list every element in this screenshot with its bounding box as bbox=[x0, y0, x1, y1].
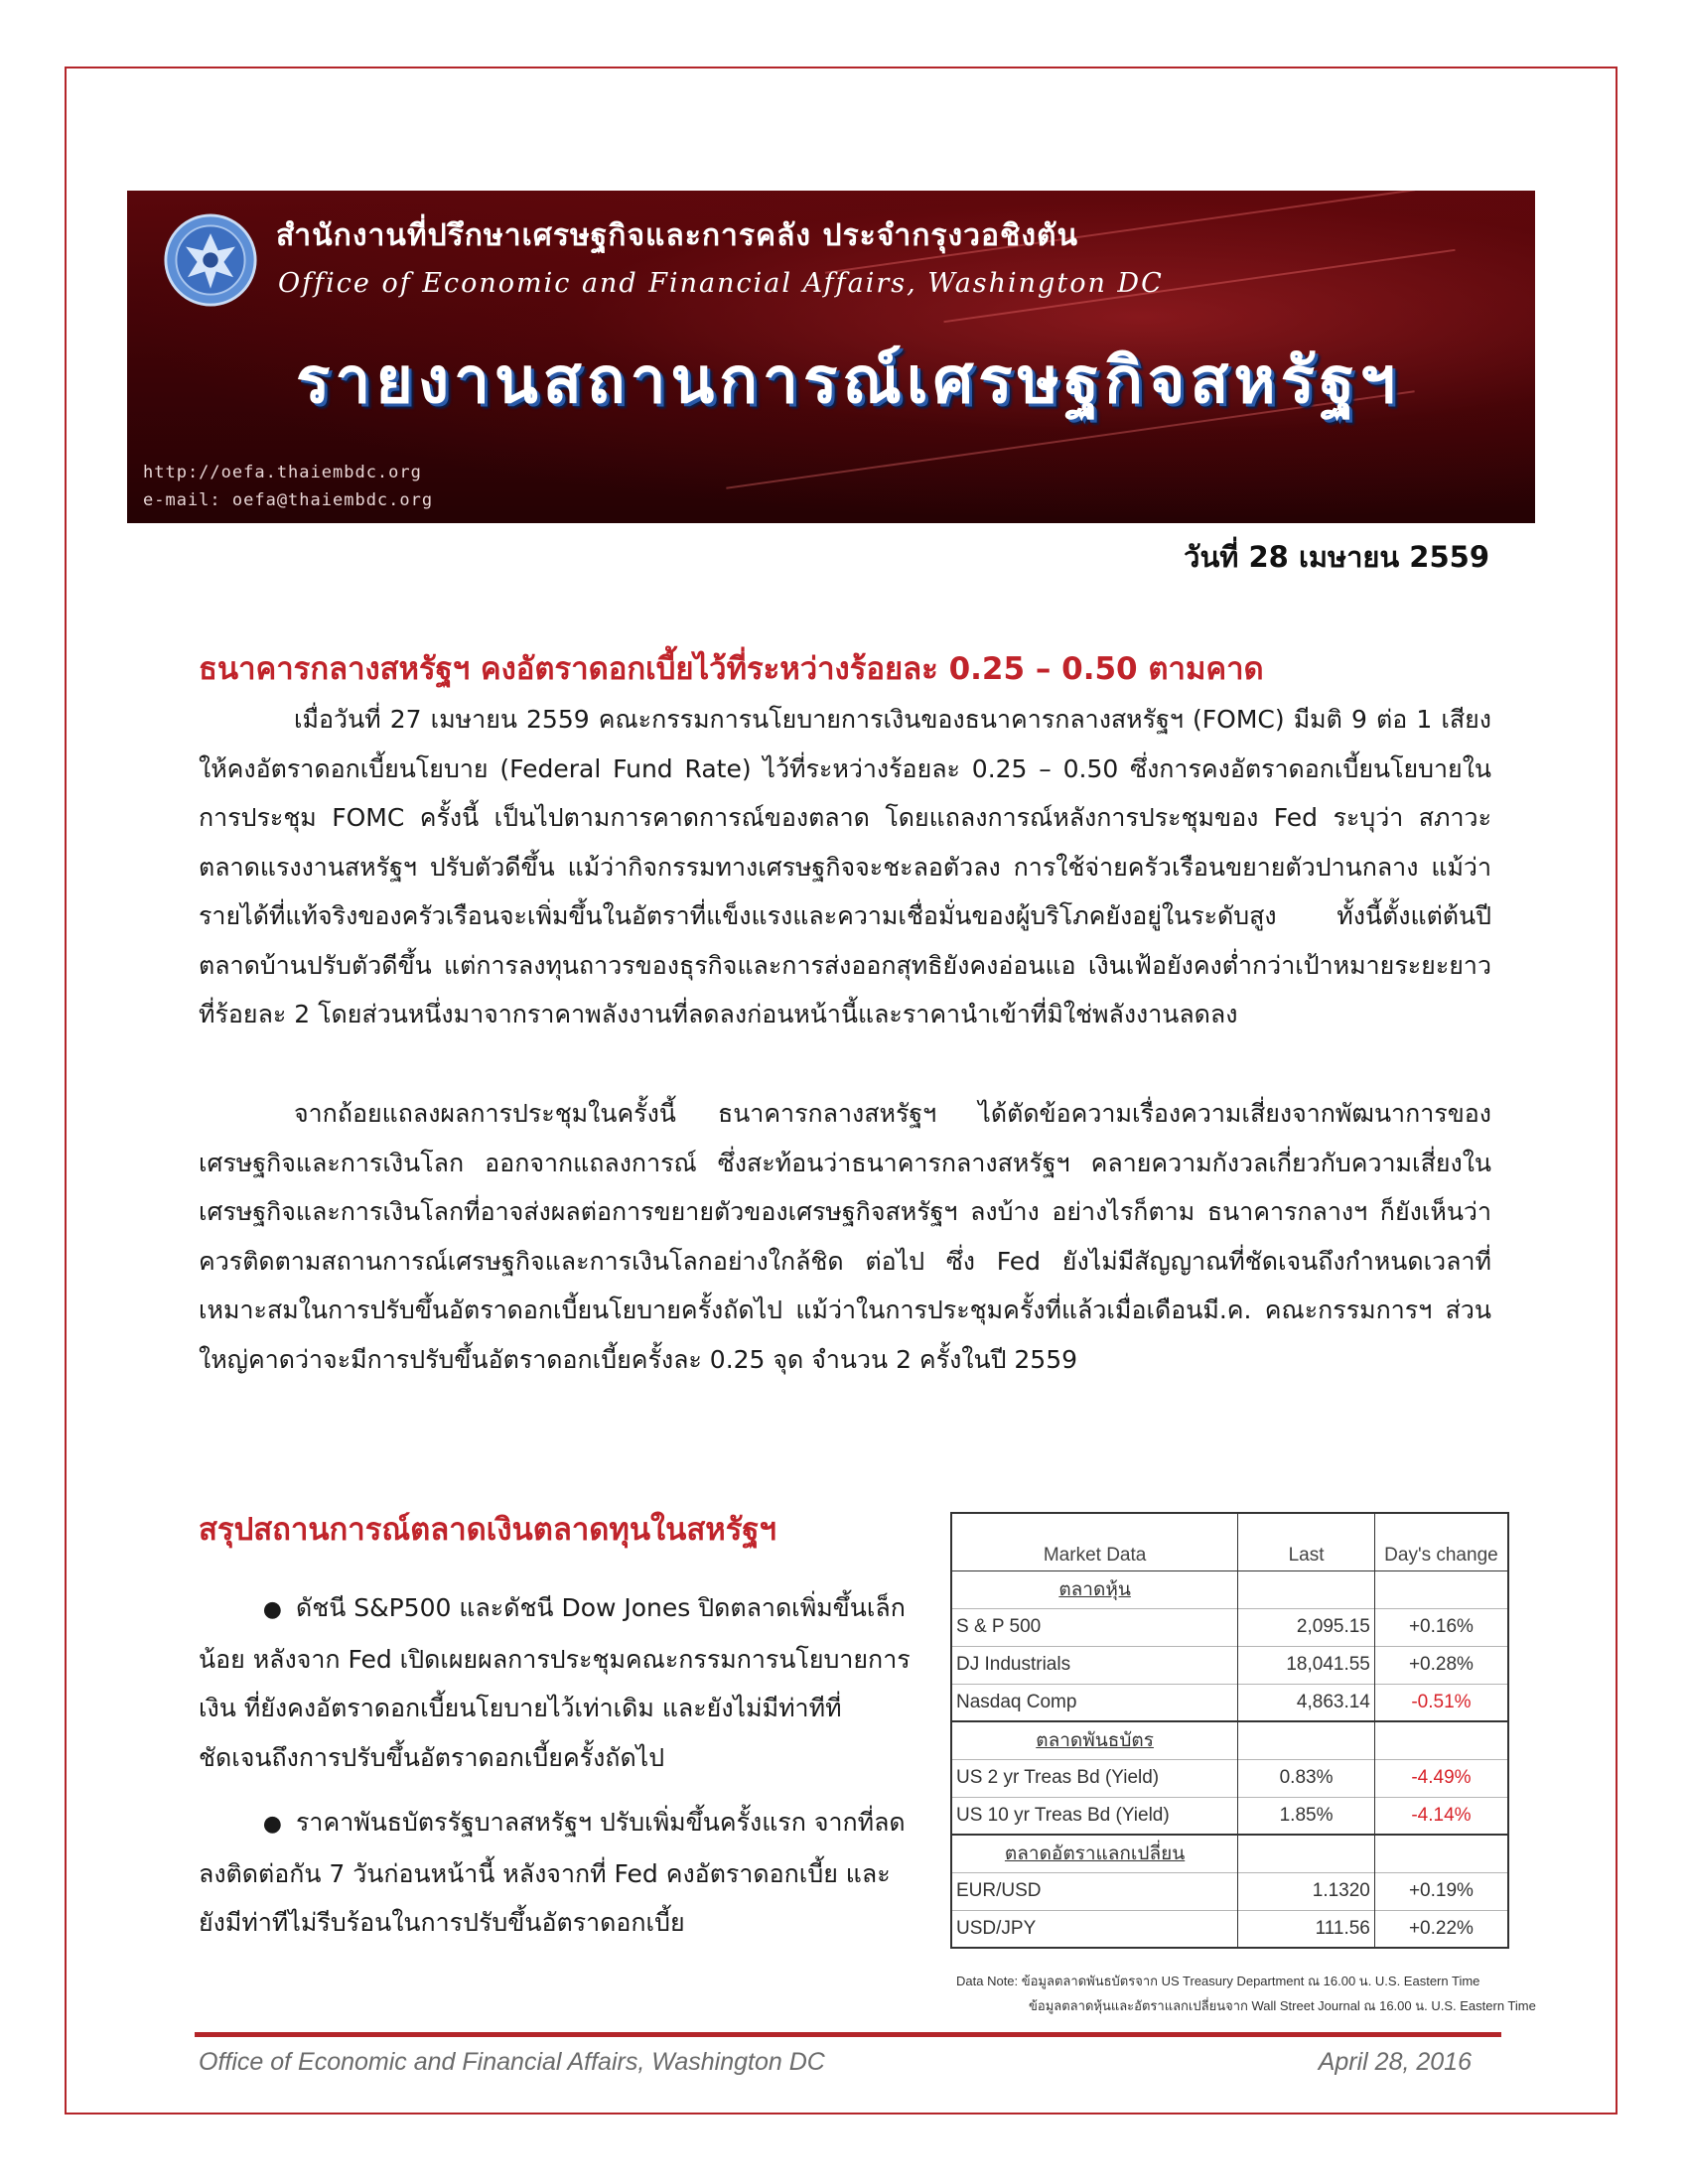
header-days-change: Day's change bbox=[1374, 1513, 1508, 1570]
market-data-table bbox=[950, 1512, 1509, 1949]
market-bullets bbox=[199, 1583, 914, 1964]
table-row bbox=[951, 1910, 1508, 1948]
table-category-row bbox=[951, 1570, 1508, 1608]
bullet-icon: ● bbox=[262, 1812, 282, 1837]
bullet-icon: ● bbox=[262, 1597, 282, 1622]
row-change: +0.16% bbox=[1374, 1608, 1508, 1646]
row-name: USD/JPY bbox=[951, 1910, 1238, 1948]
report-date: วันที่ 28 เมษายน 2559 bbox=[1184, 540, 1489, 574]
row-change: +0.28% bbox=[1374, 1646, 1508, 1684]
report-title: รายงานสถานการณ์เศรษฐกิจสหรัฐฯ bbox=[296, 343, 1401, 418]
table-data-note-2: ข้อมูลตลาดหุ้นและอัตราแลกเปลี่ยนจาก Wall Street Journal ณ 16.00 น. U.S. Eastern Time bbox=[1029, 1998, 1536, 2013]
paragraph-1-text: เมื่อวันที่ 27 เมษายน 2559 คณะกรรมการนโยบายการเงินของธนาคารกลางสหรัฐฯ (FOMC) มีมติ 9 ต่อ 1 เสียง ให้คงอัตราดอกเบี้ยนโยบาย (Federal Fund Rate) ไว้ที่ระหว่างร้อยละ 0.25 – 0.50 ซึ่งการคงอัตราดอกเบี้ยนโยบายในการประชุม FOMC ครั้งนี้ เป็นไปตามการคาดการณ์ของตลาด โดยแถลงการณ์หลังการประชุมของ Fed ระบุว่า สภาวะตลาดแรงงานสหรัฐฯ ปรับตัวดีขึ้น แม้ว่ากิจกรรมทางเศรษฐกิจจะชะลอตัวลง การใช้จ่ายครัวเรือนขยายตัวปานกลาง แม้ว่ารายได้ที่แท้จริงของครัวเรือนจะเพิ่มขึ้นในอัตราที่แข็งแรงและความเชื่อมั่นของผู้บริโภคยังอยู่ในระดับสูง ทั้งนี้ตั้งแต่ต้นปีตลาดบ้านปรับตัวดีขึ้น แต่การลงทุนถาวรของธุรกิจและการส่งออกสุทธิยังคงอ่อนแอ เงินเฟ้อยังคงต่ำกว่าเป้าหมายระยะยาวที่ร้อยละ 2 โดยส่วนหนึ่งมาจากราคาพลังงานที่ลดลงก่อนหน้านี้และราคานำเข้าที่มิใช่พลังงานลดลง bbox=[199, 705, 1491, 1028]
section-title-fed: ธนาคารกลางสหรัฐฯ คงอัตราดอกเบี้ยไว้ที่ระหว่างร้อยละ 0.25 – 0.50 ตามคาด bbox=[199, 651, 1264, 687]
paragraph-2-text: จากถ้อยแถลงผลการประชุมในครั้งนี้ ธนาคารกลางสหรัฐฯ ได้ตัดข้อความเรื่องความเสี่ยงจากพัฒนาการของเศรษฐกิจและการเงินโลก ออกจากแถลงการณ์ ซึ่งสะท้อนว่าธนาคารกลางสหรัฐฯ คลายความกังวลเกี่ยวกับความเสี่ยงในเศรษฐกิจและการเงินโลกที่อาจส่งผลต่อการขยายตัวของเศรษฐกิจสหรัฐฯ ลงบ้าง อย่างไรก็ตาม ธนาคารกลางฯ ก็ยังเห็นว่า ควรติดตามสถานการณ์เศรษฐกิจและการเงินโลกอย่างใกล้ชิด ต่อไป ซึ่ง Fed ยังไม่มีสัญญาณที่ชัดเจนถึงกำหนดเวลาที่เหมาะสมในการปรับขึ้นอัตราดอกเบี้ยนโยบายครั้งถัดไป แม้ว่าในการประชุมครั้งที่แล้วเมื่อเดือนมี.ค. คณะกรรมการฯ ส่วนใหญ่คาดว่าจะมีการปรับขึ้นอัตราดอกเบี้ยครั้งละ 0.25 จุด จำนวน 2 ครั้งในปี 2559 bbox=[199, 1099, 1491, 1374]
footer-date: April 28, 2016 bbox=[1318, 2048, 1472, 2076]
row-name: EUR/USD bbox=[951, 1872, 1238, 1910]
table-row bbox=[951, 1759, 1508, 1797]
org-name-english: Office of Economic and Financial Affairs, Washington DC bbox=[278, 268, 1164, 299]
row-change: +0.22% bbox=[1374, 1910, 1508, 1948]
bullet-text: ดัชนี S&P500 และดัชนี Dow Jones ปิดตลาดเพิ่มขึ้นเล็กน้อย หลังจาก Fed เปิดเผยผลการประชุมคณะกรรมการนโยบายการเงิน ที่ยังคงอัตราดอกเบี้ยนโยบายไว้เท่าเดิม และยังไม่มีท่าทีที่ชัดเจนถึงการปรับขึ้นอัตราดอกเบี้ยครั้งถัดไป bbox=[199, 1593, 911, 1772]
website-link[interactable]: http://oefa.thaiembdc.org bbox=[143, 463, 422, 482]
email-link[interactable]: e-mail: oefa@thaiembdc.org bbox=[143, 490, 434, 510]
footer-divider bbox=[195, 2032, 1501, 2037]
category-fx: ตลาดอัตราแลกเปลี่ยน bbox=[1004, 1843, 1186, 1865]
garuda-seal-icon bbox=[163, 212, 258, 308]
table-row bbox=[951, 1684, 1508, 1721]
list-item bbox=[199, 1583, 914, 1782]
footer-organization: Office of Economic and Financial Affairs, Washington DC bbox=[199, 2048, 825, 2076]
table-row bbox=[951, 1646, 1508, 1684]
row-name: US 10 yr Treas Bd (Yield) bbox=[951, 1797, 1238, 1835]
table-category-row bbox=[951, 1721, 1508, 1759]
row-last: 18,041.55 bbox=[1238, 1646, 1375, 1684]
row-change: -4.14% bbox=[1374, 1797, 1508, 1835]
row-name: Nasdaq Comp bbox=[951, 1684, 1238, 1721]
list-item bbox=[199, 1798, 914, 1948]
category-bonds: ตลาดพันธบัตร bbox=[1036, 1730, 1154, 1752]
org-name-thai: สำนักงานที่ปรึกษาเศรษฐกิจและการคลัง ประจำกรุงวอชิงตัน bbox=[276, 218, 1079, 253]
header-market-data: Market Data bbox=[951, 1513, 1238, 1570]
row-name: S & P 500 bbox=[951, 1608, 1238, 1646]
row-name: DJ Industrials bbox=[951, 1646, 1238, 1684]
paragraph-fed-decision bbox=[199, 695, 1491, 1039]
table-row bbox=[951, 1608, 1508, 1646]
header-banner bbox=[127, 191, 1535, 523]
bullet-text: ราคาพันธบัตรรัฐบาลสหรัฐฯ ปรับเพิ่มขึ้นครั้งแรก จากที่ลดลงติดต่อกัน 7 วันก่อนหน้านี้ หลังจากที่ Fed คงอัตราดอกเบี้ย และยังมีท่าทีไม่รีบร้อนในการปรับขึ้นอัตราดอกเบี้ย bbox=[199, 1808, 906, 1937]
row-last: 111.56 bbox=[1238, 1910, 1375, 1948]
row-last: 1.1320 bbox=[1238, 1872, 1375, 1910]
table-header-row bbox=[951, 1513, 1508, 1570]
table-data-note-1: Data Note: ข้อมูลตลาดพันธบัตรจาก US Treasury Department ณ 16.00 น. U.S. Eastern Time bbox=[956, 1974, 1480, 1988]
table-category-row bbox=[951, 1835, 1508, 1872]
row-change: +0.19% bbox=[1374, 1872, 1508, 1910]
paragraph-fed-outlook bbox=[199, 1089, 1491, 1384]
row-change: -0.51% bbox=[1374, 1684, 1508, 1721]
row-change: -4.49% bbox=[1374, 1759, 1508, 1797]
table-row bbox=[951, 1872, 1508, 1910]
row-last: 2,095.15 bbox=[1238, 1608, 1375, 1646]
table-row bbox=[951, 1797, 1508, 1835]
header-last: Last bbox=[1238, 1513, 1375, 1570]
row-last: 0.83% bbox=[1238, 1759, 1375, 1797]
section-title-markets: สรุปสถานการณ์ตลาดเงินตลาดทุนในสหรัฐฯ bbox=[199, 1512, 776, 1548]
category-stocks: ตลาดหุ้น bbox=[1058, 1579, 1131, 1600]
row-last: 4,863.14 bbox=[1238, 1684, 1375, 1721]
row-last: 1.85% bbox=[1238, 1797, 1375, 1835]
row-name: US 2 yr Treas Bd (Yield) bbox=[951, 1759, 1238, 1797]
